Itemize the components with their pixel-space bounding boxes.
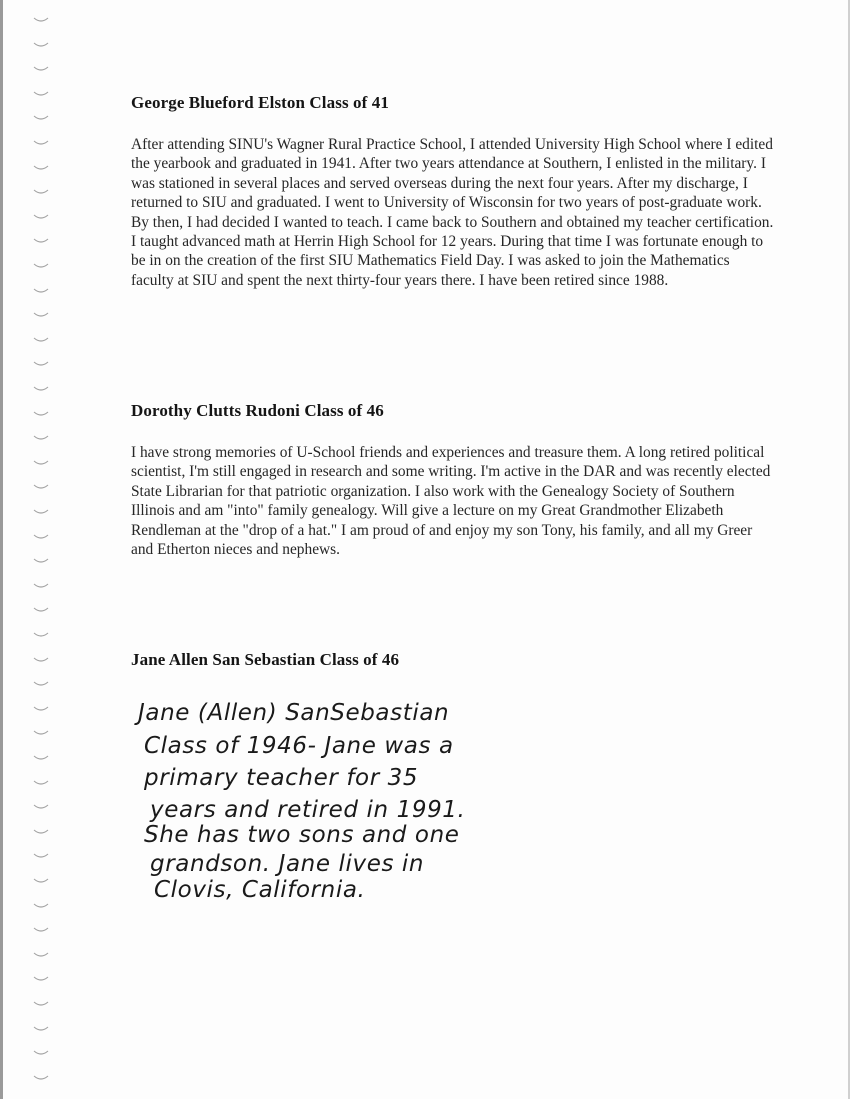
handwritten-line: years and retired in 1991.	[150, 797, 466, 823]
binding-hole	[30, 606, 52, 614]
entry-heading: Dorothy Clutts Rudoni Class of 46	[131, 401, 384, 420]
binding-hole	[30, 262, 52, 270]
binding-hole	[30, 582, 52, 590]
handwritten-note-svg	[130, 692, 490, 922]
binding-hole	[30, 951, 52, 959]
binding-hole	[30, 41, 52, 49]
binding-hole	[30, 975, 52, 983]
binding-hole	[30, 483, 52, 491]
binding-hole	[30, 434, 52, 442]
binding-hole	[30, 188, 52, 196]
handwritten-line: primary teacher for 35	[144, 765, 419, 791]
binding-hole	[30, 459, 52, 467]
handwritten-line: Clovis, California.	[154, 877, 366, 903]
binding-hole	[30, 508, 52, 516]
binding-hole	[30, 164, 52, 172]
binding-hole	[30, 360, 52, 368]
binding-hole	[30, 385, 52, 393]
binding-hole	[30, 90, 52, 98]
binding-hole	[30, 1025, 52, 1033]
binding-hole	[30, 237, 52, 245]
binding-hole	[30, 828, 52, 836]
handwritten-line: Jane (Allen) SanSebastian	[138, 700, 450, 726]
binding-hole	[30, 902, 52, 910]
binding-hole	[30, 926, 52, 934]
binding-hole	[30, 410, 52, 418]
binding-hole	[30, 213, 52, 221]
binding-hole	[30, 680, 52, 688]
binding-hole	[30, 877, 52, 885]
handwritten-line: Class of 1946- Jane was a	[144, 733, 454, 759]
binding-hole	[30, 287, 52, 295]
binding-hole	[30, 557, 52, 565]
binding-hole	[30, 705, 52, 713]
binding-hole	[30, 852, 52, 860]
binding-hole	[30, 16, 52, 24]
binding-hole	[30, 1074, 52, 1082]
binding-hole	[30, 139, 52, 147]
binding-hole	[30, 533, 52, 541]
entry-body: After attending SINU's Wagner Rural Practice School, I attended University High School where I edited the yearbook and graduated in 1941. After two years attendance at Southern, I enlisted in the military. I was stationed in several places and served overseas during the next four years. After my discharge, I returned to SIU and graduated. I went to University of Wisconsin for two years of post-graduate work. By then, I had decided I wanted to teach. I came back to Southern and obtained my teacher certification. I taught advanced math at Herrin High School for 12 years. During that time I was fortunate enough to be in on the creation of the first SIU Mathematics Field Day. I was asked to join the Mathematics faculty at SIU and spent the next thirty-four years there. I have been retired since 1988.	[131, 136, 774, 289]
binding-hole	[30, 631, 52, 639]
binding-hole	[30, 754, 52, 762]
binding-hole	[30, 336, 52, 344]
binding-hole	[30, 1000, 52, 1008]
handwritten-line: grandson. Jane lives in	[150, 851, 425, 877]
entry-body: I have strong memories of U-School friends and experiences and treasure them. A long retired political scientist, I'm still engaged in research and some writing. I'm active in the DAR and was recently elected State Librarian for that patriotic organization. I also work with the Genealogy Society of Southern Illinois and am "into" family genealogy. Will give a lecture on my Great Grandmother Elizabeth Rendleman at the "drop of a hat." I am proud of and enjoy my son Tony, his family, and all my Greer and Etherton nieces and nephews.	[131, 444, 771, 559]
binding-holes	[30, 0, 60, 1099]
handwritten-line: She has two sons and one	[144, 822, 460, 848]
binding-hole	[30, 65, 52, 73]
binding-hole	[30, 1049, 52, 1057]
binding-hole	[30, 656, 52, 664]
binding-hole	[30, 114, 52, 122]
entry-heading: George Blueford Elston Class of 41	[131, 93, 389, 112]
handwritten-note	[130, 692, 490, 922]
binding-hole	[30, 729, 52, 737]
entry-heading: Jane Allen San Sebastian Class of 46	[131, 650, 400, 669]
binding-hole	[30, 779, 52, 787]
binding-hole	[30, 311, 52, 319]
page-left-edge	[0, 0, 3, 1099]
binding-hole	[30, 803, 52, 811]
